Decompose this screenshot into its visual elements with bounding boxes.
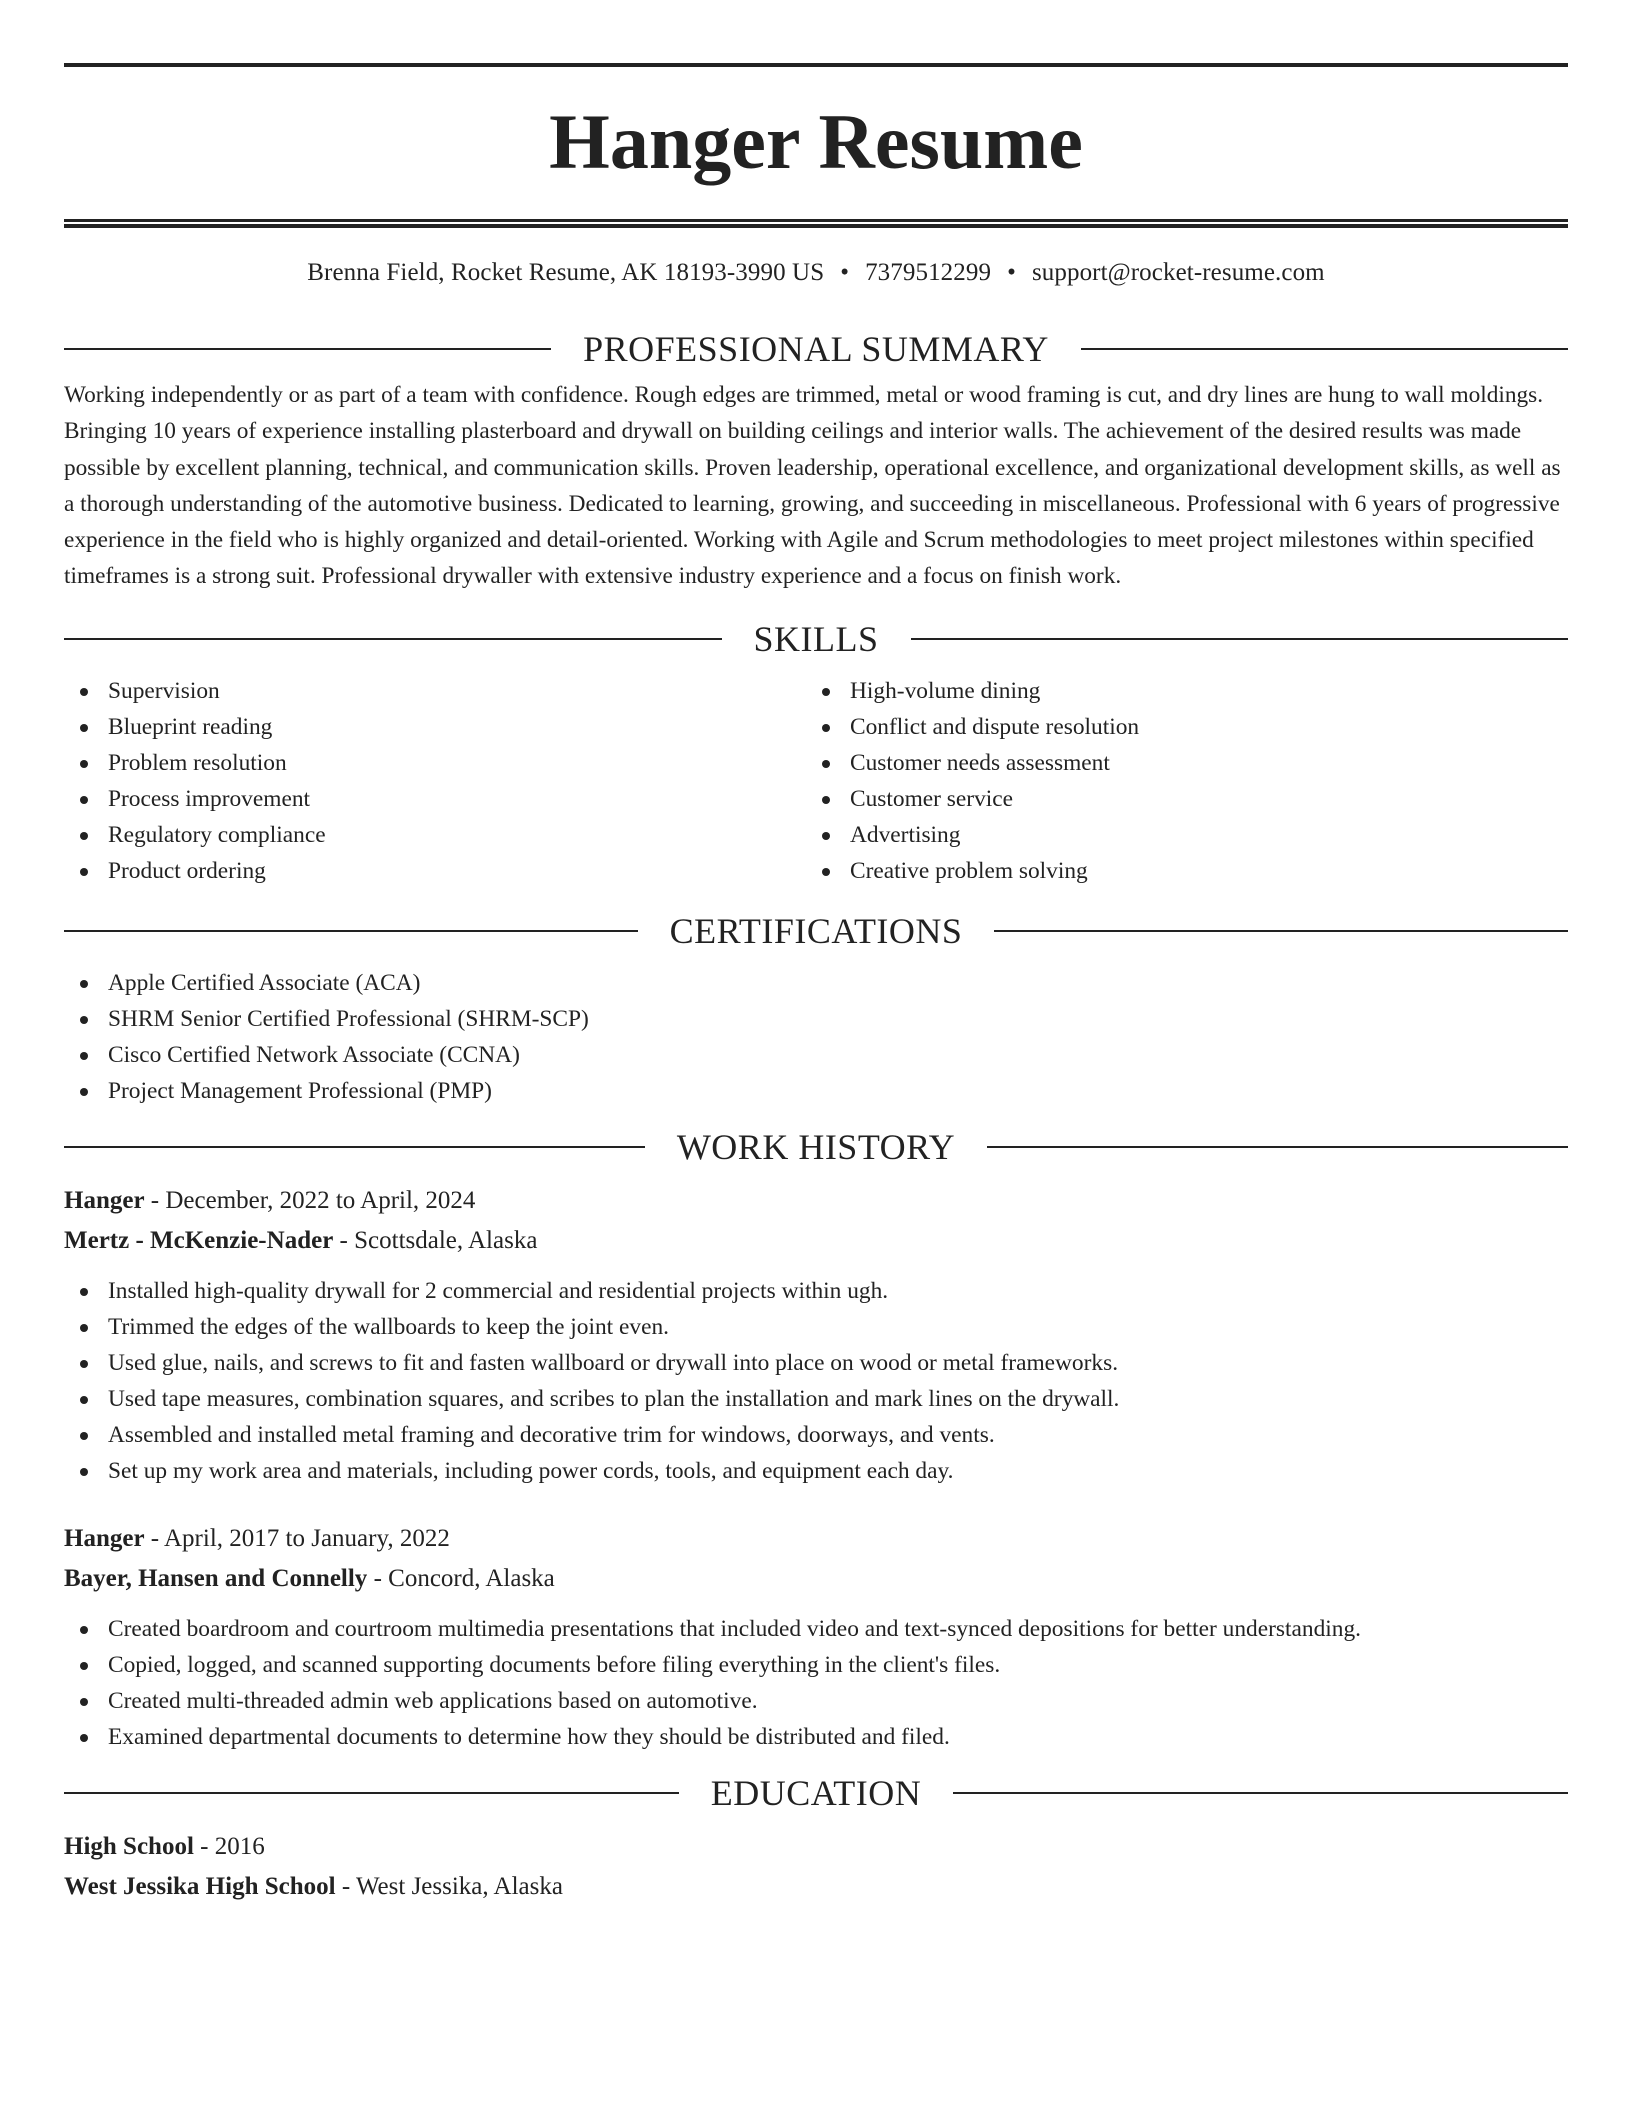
divider-line: [64, 348, 551, 350]
divider-line: [64, 638, 722, 640]
skill-item: Customer needs assessment: [806, 745, 1548, 781]
certification-item: Project Management Professional (PMP): [64, 1073, 1568, 1109]
certification-item: Cisco Certified Network Associate (CCNA): [64, 1037, 1568, 1073]
skills-list-right: [806, 673, 1548, 889]
education-school-line: [64, 1867, 1568, 1907]
section-title: EDUCATION: [710, 1772, 922, 1813]
certifications-list: [64, 965, 1568, 1109]
education-location: - West Jessika, Alaska: [335, 1872, 563, 1900]
job-title-line: [64, 1519, 1568, 1559]
divider-line: [64, 1146, 645, 1148]
skill-item: Process improvement: [64, 781, 806, 817]
job-entry: [64, 1519, 1568, 1755]
resume-title: Hanger Resume: [549, 98, 1083, 185]
job-company-line: [64, 1221, 1568, 1261]
job-bullet: Created boardroom and courtroom multimedia presentations that included video and text-synced depositions for better understanding.: [64, 1611, 1568, 1647]
divider-line: [911, 638, 1569, 640]
job-bullets: [64, 1273, 1568, 1489]
job-bullet: Used tape measures, combination squares, and scribes to plan the installation and mark lines on the drywall.: [64, 1381, 1568, 1417]
contact-separator: •: [840, 259, 850, 286]
top-rule: [64, 63, 1568, 67]
skill-item: Conflict and dispute resolution: [806, 709, 1548, 745]
job-company: Mertz - McKenzie-Nader: [64, 1226, 334, 1254]
divider-line: [64, 930, 638, 932]
certification-item: SHRM Senior Certified Professional (SHRM-SCP): [64, 1001, 1568, 1037]
job-company-line: [64, 1559, 1568, 1599]
divider-line: [994, 930, 1568, 932]
section-header-summary: [64, 329, 1568, 369]
summary-text: Working independently or as part of a team with confidence. Rough edges are trimmed, metal or wood framing is cut, and dry lines are hung to wall moldings. Bringing 10 years of experience installing plasterboard and drywall on building ceilings and interior walls. The achievement of the desired results was made possible by excellent planning, technical, and communication skills. Proven leadership, operational excellence, and organizational development skills, as well as a thorough understanding of the automotive business. Dedicated to learning, growing, and succeeding in miscellaneous. Professional with 6 years of progressive experience in the field who is highly organized and detail-oriented. Working with Agile and Scrum methodologies to meet project milestones within specified timeframes is a strong suit. Professional drywaller with extensive industry experience and a focus on finish work.: [64, 382, 1561, 590]
job-bullet: Created multi-threaded admin web applications based on automotive.: [64, 1683, 1568, 1719]
job-bullets: [64, 1611, 1568, 1755]
section-title: WORK HISTORY: [676, 1126, 956, 1167]
skill-item: Creative problem solving: [806, 853, 1548, 889]
section-title: PROFESSIONAL SUMMARY: [583, 329, 1049, 369]
skills-list-left: [64, 673, 806, 889]
job-location: - Scottsdale, Alaska: [333, 1226, 538, 1254]
section-title: SKILLS: [753, 618, 879, 659]
job-entry: [64, 1181, 1568, 1489]
job-bullet: Trimmed the edges of the wallboards to keep the joint even.: [64, 1309, 1568, 1345]
divider-line: [953, 1792, 1568, 1794]
section-header-certifications: [64, 911, 1568, 951]
divider-line: [64, 1792, 679, 1794]
divider-line: [1081, 348, 1568, 350]
job-bullet: Assembled and installed metal framing and decorative trim for windows, doorways, and vents.: [64, 1417, 1568, 1453]
job-title: Hanger: [64, 1186, 145, 1214]
section-header-education: [64, 1773, 1568, 1813]
skill-item: Regulatory compliance: [64, 817, 806, 853]
job-company: Bayer, Hansen and Connelly: [64, 1564, 368, 1592]
divider-line: [987, 1146, 1568, 1148]
contact-separator: •: [1007, 259, 1016, 286]
skill-item: Blueprint reading: [64, 709, 806, 745]
contact-phone: 7379512299: [865, 259, 992, 286]
section-header-work-history: [64, 1127, 1568, 1167]
education-year: - 2016: [193, 1832, 265, 1860]
skill-item: Supervision: [64, 673, 806, 709]
job-title: Hanger: [64, 1524, 145, 1552]
job-bullet: Examined departmental documents to determine how they should be distributed and filed.: [64, 1719, 1568, 1755]
job-dates: - December, 2022 to April, 2024: [144, 1186, 476, 1214]
job-bullet: Set up my work area and materials, including power cords, tools, and equipment each day.: [64, 1453, 1568, 1489]
skill-item: High-volume dining: [806, 673, 1548, 709]
job-location: - Concord, Alaska: [367, 1564, 555, 1592]
title-double-rule: [64, 219, 1568, 228]
skills-columns: [64, 673, 1568, 889]
skill-item: Customer service: [806, 781, 1548, 817]
section-title: CERTIFICATIONS: [669, 910, 963, 951]
job-bullet: Used glue, nails, and screws to fit and fasten wallboard or drywall into place on wood or metal frameworks.: [64, 1345, 1568, 1381]
job-dates: - April, 2017 to January, 2022: [144, 1524, 450, 1552]
education-school: West Jessika High School: [64, 1872, 336, 1900]
job-title-line: [64, 1181, 1568, 1221]
skill-item: Advertising: [806, 817, 1548, 853]
job-bullet: Installed high-quality drywall for 2 commercial and residential projects within ugh.: [64, 1273, 1568, 1309]
section-header-skills: [64, 619, 1568, 659]
skill-item: Problem resolution: [64, 745, 806, 781]
skill-item: Product ordering: [64, 853, 806, 889]
education-degree-line: [64, 1827, 1568, 1867]
contact-line: [64, 259, 1568, 287]
education-entry: [64, 1827, 1568, 1907]
education-degree: High School: [64, 1832, 194, 1860]
job-bullet: Copied, logged, and scanned supporting documents before filing everything in the client's files.: [64, 1647, 1568, 1683]
contact-address: Brenna Field, Rocket Resume, AK 18193-3990 US: [307, 259, 825, 286]
contact-email[interactable]: support@rocket-resume.com: [1031, 259, 1325, 286]
certification-item: Apple Certified Associate (ACA): [64, 965, 1568, 1001]
